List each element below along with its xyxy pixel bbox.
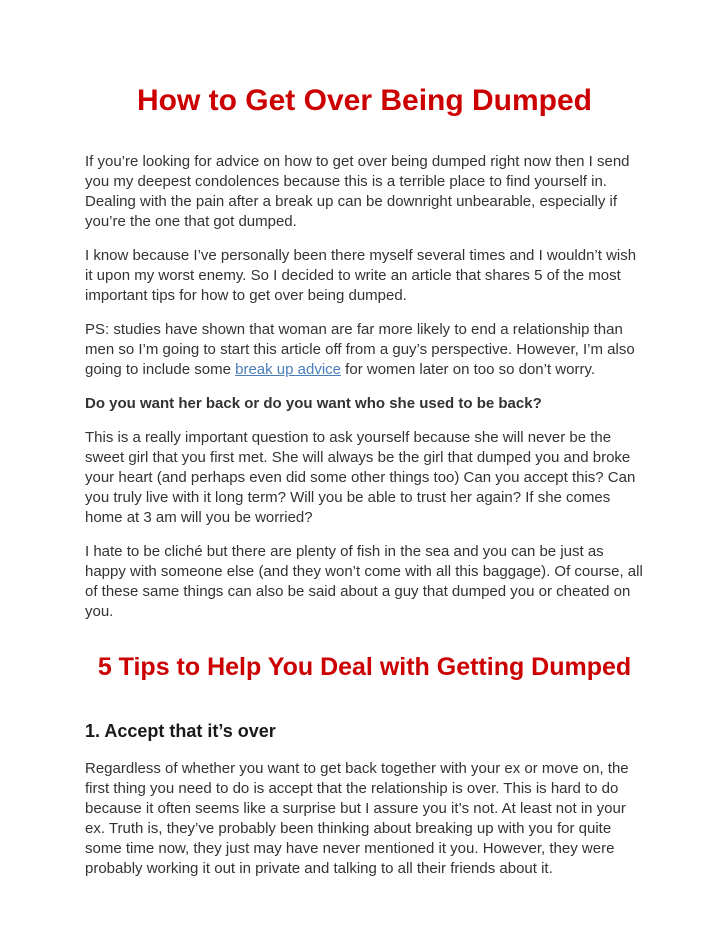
tip1-heading: 1. Accept that it’s over — [85, 721, 276, 741]
paragraph-question-discussion: This is a really important question to ask yourself because she will never be the sweet girl that you first met. She will always be the girl that dumped you and broke your heart (and perhaps even did some other things too) Can you accept this? Can you truly live with it long term? Will you be able to trust her again? If she comes home at 3 am will you be worried? — [85, 429, 636, 526]
section-heading-5-tips: 5 Tips to Help You Deal with Getting Dumped — [97, 653, 632, 681]
paragraph-tip1: Regardless of whether you want to get back together with your ex or move on, the first thing you need to do is accept that the relationship is over. This is hard to do because it often seems like a surprise but I assure you it’s not. At least not in your ex. Truth is, they’ve probably been thinking about breaking up with you for quite some time now, they just may have never mentioned it you. However, they were probably working it out in private and talking to all their friends about it. — [85, 760, 629, 877]
paragraph-ps-text-after: for women later on too so don’t worry. — [341, 361, 596, 378]
paragraph-ps-text-before: PS: studies have shown that woman are far more likely to end a relationship than men so I’m going to start this article off from a guy’s perspective. However, I’m also going to include some — [85, 321, 635, 378]
question-heading: Do you want her back or do you want who she used to be back? — [85, 395, 542, 412]
paragraph-experience: I know because I’ve personally been there myself several times and I wouldn’t wish it upon my worst enemy. So I decided to write an article that shares 5 of the most important tips for how to get over being dumped. — [85, 247, 637, 304]
paragraph-intro: If you’re looking for advice on how to get over being dumped right now then I send you my deepest condolences because this is a terrible place to find yourself in. Dealing with the pain after a break up can be downright unbearable, especially if you’re the one that got dumped. — [85, 153, 630, 230]
break-up-advice-link[interactable]: break up advice — [235, 361, 342, 378]
paragraph-ps — [85, 320, 644, 380]
page-title: How to Get Over Being Dumped — [136, 84, 593, 117]
paragraph-fish-in-sea: I hate to be cliché but there are plenty of fish in the sea and you can be just as happy with someone else (and they won’t come with all this baggage). Of course, all of these same things can also be said about a guy that dumped you or cheated on you. — [85, 543, 643, 620]
